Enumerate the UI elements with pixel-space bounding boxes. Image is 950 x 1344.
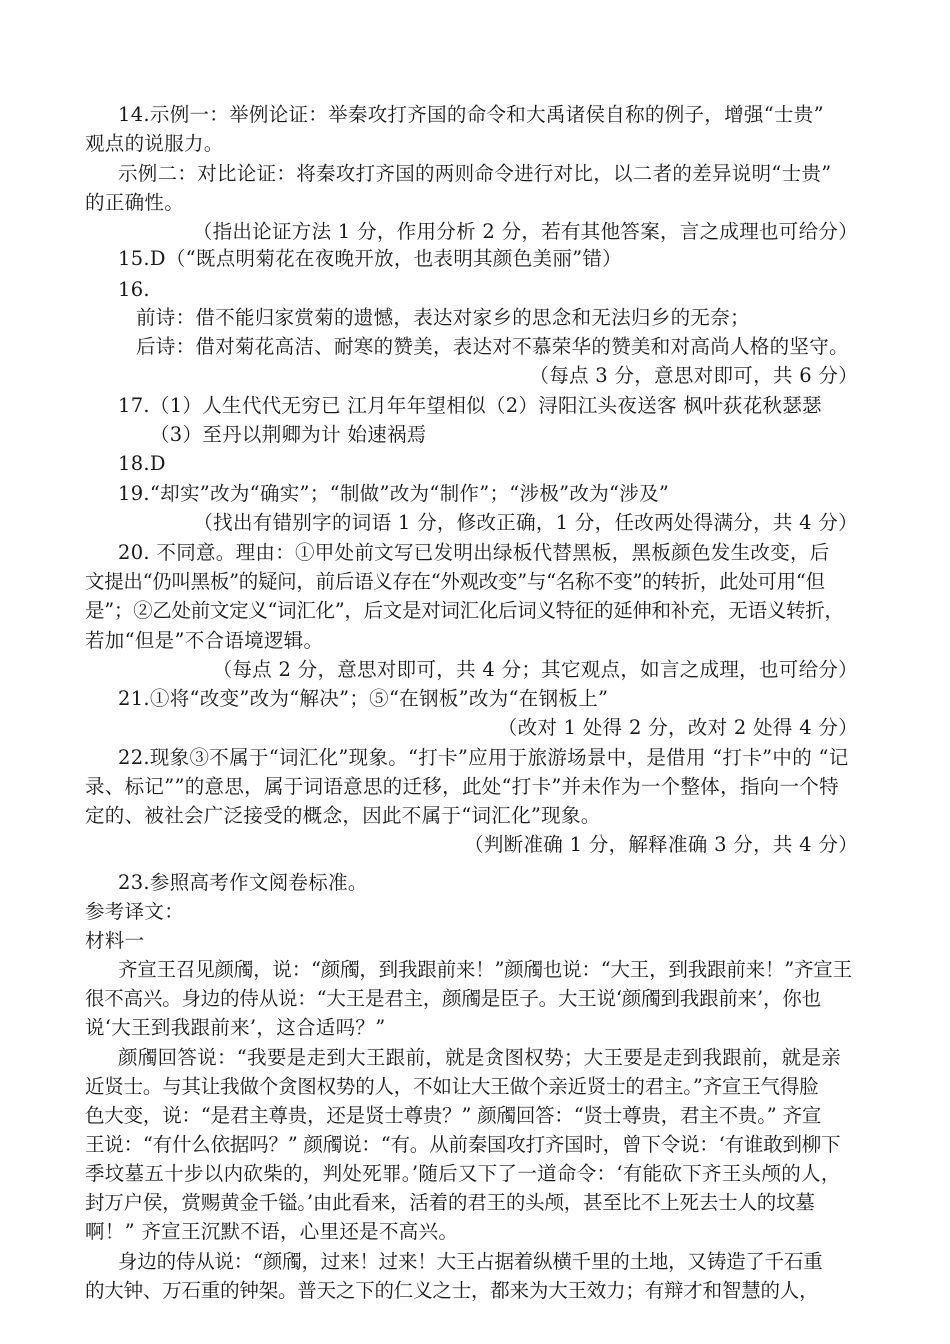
answer-23: 23.参照高考作文阅卷标准。 xyxy=(118,871,368,894)
answer-14-line-4: 的正确性。 xyxy=(85,191,185,214)
material-one-heading: 材料一 xyxy=(85,929,145,952)
answer-17-line-2: （3）至丹以荆卿为计 始速祸焉 xyxy=(150,423,427,446)
answer-22-line-2: 录、标记””的意思，属于词语意思的迁移，此处“打卡”并未作为一个整体，指向一个特 xyxy=(85,775,839,798)
answer-22-line-3: 定的、被社会广泛接受的概念，因此不属于“词汇化”现象。 xyxy=(85,804,601,827)
answer-14-line-1: 14.示例一：举例论证：举秦攻打齐国的命令和大禹诸侯自称的例子，增强“士贵” xyxy=(118,103,824,126)
answer-16-former-poem: 前诗：借不能归家赏菊的遗憾，表达对家乡的思念和无法归乡的无奈； xyxy=(136,306,750,329)
answer-21: 21.①将“改变”改为“解决”；⑤“在钢板”改为“在钢板上” xyxy=(118,687,609,710)
translation-para-1-line-3: 说‘大王到我跟前来’，这合适吗？” xyxy=(85,1016,386,1039)
answer-20-line-4: 若加“但是”不合语境逻辑。 xyxy=(85,629,324,652)
answer-22-line-1: 22.现象③不属于“词汇化”现象。“打卡”应用于旅游场景中，是借用 “打卡”中的 “记 xyxy=(118,746,849,769)
translation-para-2-line-5: 季坟墓五十步以内砍柴的，判处死罪。’随后又下了一道命令：‘有能砍下齐王头颅的人， xyxy=(85,1162,841,1185)
translation-para-1-line-1: 齐宣王召见颜斶，说：“颜斶，到我跟前来！”颜斶也说：“大王，到我跟前来！”齐宣王 xyxy=(118,958,852,981)
answer-16-scoring: （每点 3 分，意思对即可，共 6 分） xyxy=(529,364,858,387)
translation-para-3-line-1: 身边的侍从说：“颜斶，过来！过来！大王占据着纵横千里的土地，又铸造了千石重 xyxy=(118,1250,823,1273)
answer-20-line-2: 文提出“仍叫黑板”的疑问，前后语义存在“外观改变”与“名称不变”的转折，此处可用“但 xyxy=(85,570,825,593)
translation-para-2-line-7: 啊！” 齐宣王沉默不语，心里还是不高兴。 xyxy=(85,1220,459,1243)
answer-15: 15.D（“既点明菊花在夜晚开放，也表明其颜色美丽”错） xyxy=(118,247,622,270)
translation-para-3-line-2: 的大钟、万石重的钟架。普天之下的仁义之士，都来为大王效力；有辩才和智慧的人， xyxy=(85,1279,819,1302)
answer-16-latter-poem: 后诗：借对菊花高洁、耐寒的赞美，表达对不慕荣华的赞美和对高尚人格的坚守。 xyxy=(136,335,849,358)
answer-17-line-1: 17.（1）人生代代无穷已 江月年年望相似（2）浔阳江头夜送客 枫叶荻花秋瑟瑟 xyxy=(118,394,822,417)
answer-22-scoring: （判断准确 1 分，解释准确 3 分，共 4 分） xyxy=(464,833,858,856)
translation-para-2-line-2: 近贤士。与其让我做个贪图权势的人，不如让大王做个亲近贤士的君主。”齐宣王气得脸 xyxy=(85,1075,819,1098)
answer-20-line-3: 是”；②乙处前文定义“词汇化”，后文是对词汇化后词义特征的延伸和补充，无语义转折， xyxy=(85,599,844,622)
translation-para-2-line-4: 王说：“有什么依据吗？” 颜斶说：“有。从前秦国攻打齐国时，曾下令说：‘有谁敢到柳下 xyxy=(85,1133,841,1156)
answer-14-line-3: 示例二：对比论证：将秦攻打齐国的两则命令进行对比，以二者的差异说明“士贵” xyxy=(118,162,832,185)
translation-para-2-line-1: 颜斶回答说：“我要是走到大王跟前，就是贪图权势；大王要是走到我跟前，就是亲 xyxy=(118,1046,842,1069)
translation-para-2-line-6: 封万户侯，赏赐黄金千镒。’由此看来，活着的君王的头颅，甚至比不上死去士人的坟墓 xyxy=(85,1191,815,1214)
answer-20-line-1: 20. 不同意。理由：①甲处前文写已发明出绿板代替黑板，黑板颜色发生改变，后 xyxy=(118,541,830,564)
answer-21-scoring: （改对 1 处得 2 分，改对 2 处得 4 分） xyxy=(497,716,858,739)
translation-para-1-line-2: 很不高兴。身边的侍从说：“大王是君主，颜斶是臣子。大王说‘颜斶到我跟前来’，你也 xyxy=(85,987,821,1010)
answer-16-number: 16. xyxy=(118,278,150,301)
answer-20-scoring: （每点 2 分，意思对即可，共 4 分；其它观点，如言之成理，也可给分） xyxy=(212,658,858,681)
translation-para-2-line-3: 色大变，说：“是君主尊贵，还是贤士尊贵？” 颜斶回答：“贤士尊贵，君主不贵。” 齐宣 xyxy=(85,1104,822,1127)
answer-19-scoring: （找出有错别字的词语 1 分，修改正确，1 分，任改两处得满分，共 4 分） xyxy=(193,511,858,534)
answer-18: 18.D xyxy=(118,452,166,475)
translation-heading: 参考译文： xyxy=(85,900,185,923)
answer-14-line-2: 观点的说服力。 xyxy=(85,132,224,155)
answer-19: 19.“却实”改为“确实”；“制做”改为“制作”；“涉极”改为“涉及” xyxy=(118,482,670,505)
answer-14-scoring: （指出论证方法 1 分，作用分析 2 分，若有其他答案，言之成理也可给分） xyxy=(192,220,858,243)
